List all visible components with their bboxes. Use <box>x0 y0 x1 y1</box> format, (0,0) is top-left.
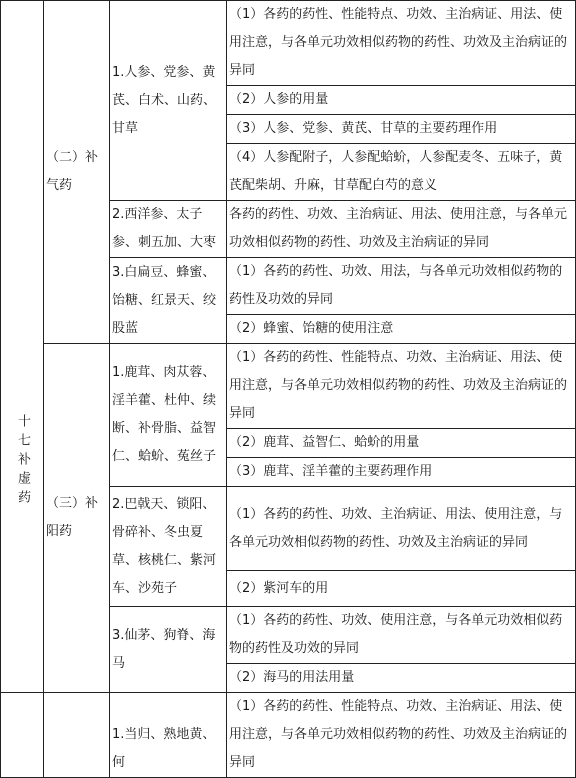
requirement-cell: 各药的药性、功效、主治病证、用法、使用注意，与各单元功效相似药物的药性、功效及主治病证的异同 <box>227 201 576 258</box>
requirement-cell: （1）各药的药性、性能特点、功效、主治病证、用法、使用注意，与各单元功效相似药物的药性、功效及主治病证的异同 <box>227 344 576 429</box>
requirement-cell: （3）人参、党参、黄芪、甘草的主要药理作用 <box>227 115 576 144</box>
item-cell: 3.仙茅、狗脊、海马 <box>110 607 227 693</box>
chapter-cell-continued <box>1 693 44 778</box>
item-cell: 2.西洋参、太子参、刺五加、大枣 <box>110 201 227 258</box>
item-cell: 2.巴戟天、锁阳、骨碎补、冬虫夏草、核桃仁、紫河车、沙苑子 <box>110 487 227 607</box>
requirement-cell: （2）鹿茸、益智仁、蛤蚧的用量 <box>227 429 576 458</box>
requirement-cell: （1）各药的药性、功效、用法，与各单元功效相似药物的药性及功效的异同 <box>227 258 576 315</box>
requirement-cell: （1）各药的药性、功效、主治病证、用法、使用注意，与各单元功效相似药物的药性、功效及主治病证的异同 <box>227 487 576 571</box>
item-cell: 3.白扁豆、蜂蜜、饴糖、红景天、绞股蓝 <box>110 258 227 344</box>
requirement-cell: （2）海马的用法用量 <box>227 664 576 693</box>
requirement-cell: （2）人参的用量 <box>227 86 576 115</box>
table-row <box>1 693 576 778</box>
item-cell: 1.鹿茸、肉苁蓉、淫羊藿、杜仲、续断、补骨脂、益智仁、蛤蚧、菟丝子 <box>110 344 227 487</box>
requirement-cell: （1）各药的药性、性能特点、功效、主治病证、用法、使用注意，与各单元功效相似药物的药性、功效及主治病证的异同 <box>227 1 576 86</box>
table-row <box>1 1 576 86</box>
requirement-cell: （2）紫河车的用 <box>227 571 576 607</box>
table-row <box>1 344 576 429</box>
requirement-cell: （4）人参配附子，人参配蛤蚧，人参配麦冬、五味子，黄芪配柴胡、升麻，甘草配白芍的意义 <box>227 144 576 201</box>
chapter-cell <box>1 1 44 693</box>
item-cell: 1.当归、熟地黄、何 <box>110 693 227 778</box>
unit-cell: （二）补气药 <box>44 1 110 344</box>
unit-cell: （三）补阳药 <box>44 344 110 693</box>
unit-cell <box>44 693 110 778</box>
item-cell: 1.人参、党参、黄芪、白术、山药、甘草 <box>110 1 227 201</box>
requirement-cell: （3）鹿茸、淫羊藿的主要药理作用 <box>227 458 576 487</box>
requirement-cell: （1）各药的药性、功效、使用注意，与各单元功效相似药物的药性及功效的异同 <box>227 607 576 664</box>
requirement-cell: （1）各药的药性、性能特点、功效、主治病证、用法、使用注意，与各单元功效相似药物的药性、功效及主治病证的异同 <box>227 693 576 778</box>
requirement-cell: （2）蜂蜜、饴糖的使用注意 <box>227 315 576 344</box>
chapter-title: 十七补虚药 <box>15 413 30 509</box>
